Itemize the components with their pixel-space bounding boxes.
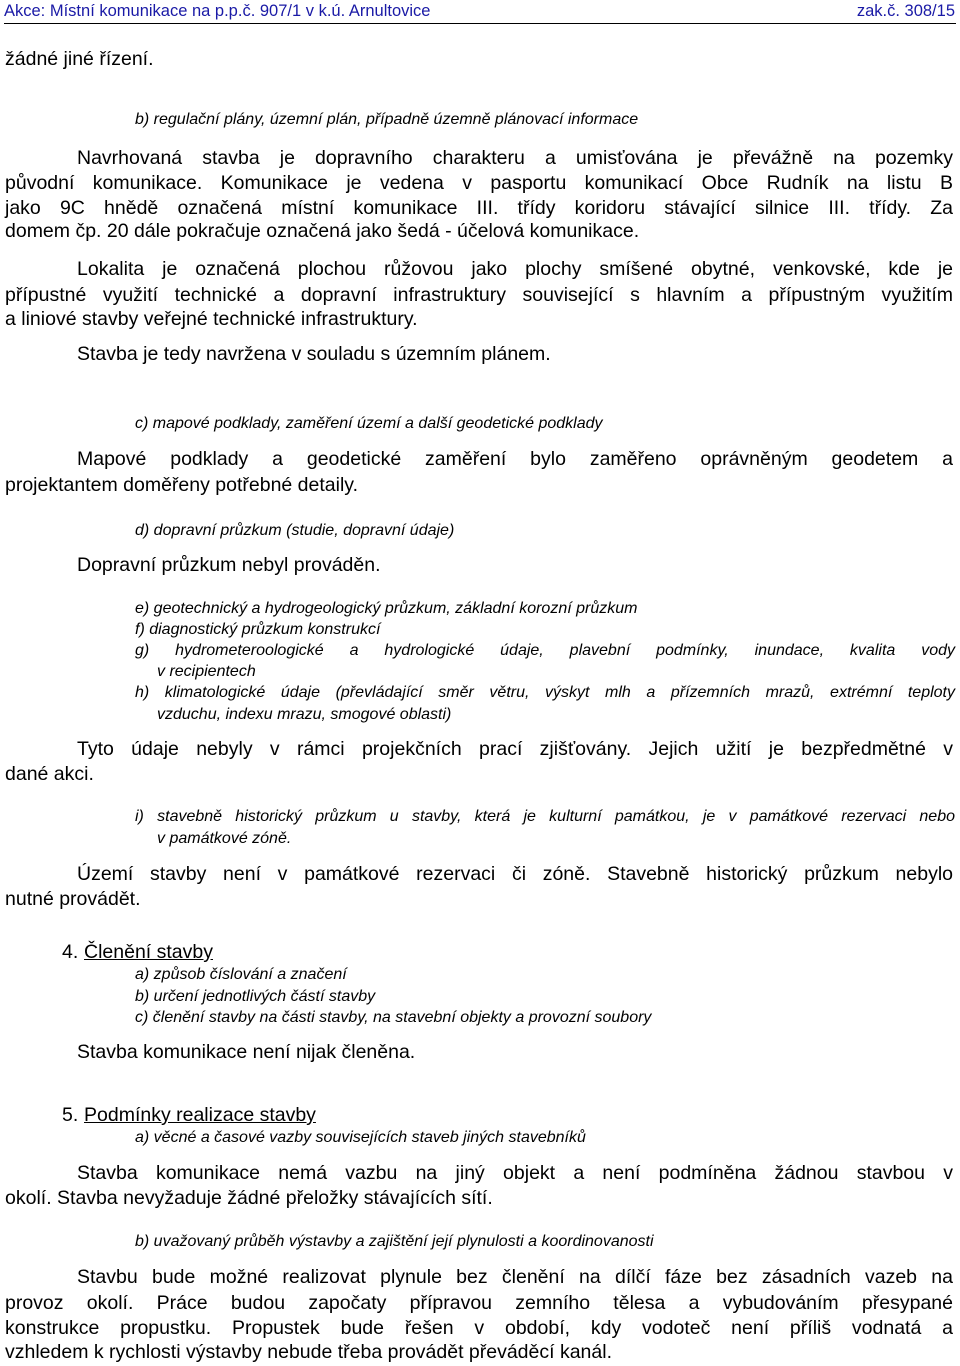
b-p1-line2: původní komunikace. Komunikace je vedena v pasportu komunikací Obce Rudník na listu B — [5, 172, 953, 194]
section-4a: a) způsob číslování a značení — [135, 966, 347, 983]
b-p3: Stavba je tedy navržena v souladu s územním plánem. — [77, 343, 551, 365]
s5-p2-line2: provoz okolí. Práce budou započaty přípravou zemního tělesa a vybudováním přesypané — [5, 1292, 953, 1314]
b-p1-line4: domem čp. 20 dále pokračuje označená jako šedá - účelová komunikace. — [5, 220, 640, 242]
b-p1-line1: Navrhovaná stavba je dopravního charakteru a umisťována je převážně na pozemky — [77, 147, 953, 169]
efgh-p-line2: dané akci. — [5, 763, 94, 785]
section-g-line1: g) hydrometeroologické a hydrologické údaje, plavební podmínky, inundace, kvalita vody — [135, 642, 955, 659]
efgh-p-line1: Tyto údaje nebyly v rámci projekčních prací zjišťovány. Jejich užití je bezpředmětné v — [77, 738, 953, 760]
i-p-line1: Území stavby není v památkové rezervaci či zóně. Stavebně historický průzkum nebylo — [77, 863, 953, 885]
section-4-text: Stavba komunikace není nijak členěna. — [77, 1041, 416, 1063]
section-5-title: Podmínky realizace stavby — [84, 1104, 316, 1126]
s5-p2-line1: Stavbu bude možné realizovat plynule bez členění na dílčí fáze bez zásadních vazeb na — [77, 1266, 953, 1288]
c-p-line1: Mapové podklady a geodetické zaměření bylo zaměřeno oprávněným geodetem a — [77, 448, 953, 470]
section-f-heading: f) diagnostický průzkum konstrukcí — [135, 621, 381, 638]
d-p: Dopravní průzkum nebyl prováděn. — [77, 554, 381, 576]
section-5-number: 5. — [62, 1104, 79, 1126]
s5-p2-line4: vzhledem k rychlosti výstavby nebude třeba provádět převáděcí kanál. — [5, 1341, 612, 1363]
s5-p2-line3: konstrukce propustku. Propustek bude řešen v období, kdy vodoteč není příliš vodnatá a — [5, 1317, 953, 1339]
section-5a: a) věcné a časové vazby souvisejících staveb jiných stavebníků — [135, 1129, 586, 1146]
section-e-heading: e) geotechnický a hydrogeologický průzkum, základní korozní průzkum — [135, 600, 638, 617]
section-g-line2: v recipientech — [157, 663, 256, 680]
header-order-number: zak.č. 308/15 — [856, 2, 955, 20]
section-i-line2: v památkové zóně. — [157, 830, 292, 847]
b-p1-line3: jako 9C hnědě označená místní komunikace III. třídy koridoru stávající silnice III. třídy. Za — [5, 197, 953, 219]
section-h-line1: h) klimatologické údaje (převládající směr větru, výskyt mlh a přízemních mrazů, extrémní teploty — [135, 684, 955, 701]
header-divider — [4, 23, 956, 24]
c-p-line2: projektantem doměřeny potřebné detaily. — [5, 474, 359, 496]
s5-p1-line1: Stavba komunikace nemá vazbu na jiný objekt a není podmíněna žádnou stavbou v — [77, 1162, 953, 1184]
i-p-line2: nutné provádět. — [5, 888, 141, 910]
section-i-line1: i) stavebně historický průzkum u stavby, která je kulturní památkou, je v památkové rezervaci nebo — [135, 808, 955, 825]
section-4b: b) určení jednotlivých částí stavby — [135, 988, 376, 1005]
b-p2-line2: přípustné využití technické a dopravní infrastruktury související s hlavním a přípustným využitím — [5, 284, 953, 306]
b-p2-line3: a liniové stavby veřejné technické infrastruktury. — [5, 308, 418, 330]
section-4c: c) členění stavby na části stavby, na stavební objekty a provozní soubory — [135, 1009, 652, 1026]
section-4-title: Členění stavby — [84, 941, 213, 963]
b-p2-line1: Lokalita je označená plochou růžovou jako plochy smíšené obytné, venkovské, kde je — [77, 258, 953, 280]
section-h-line2: vzduchu, indexu mrazu, smogové oblasti) — [157, 706, 452, 723]
section-5b: b) uvažovaný průběh výstavby a zajištění její plynulosti a koordinovanosti — [135, 1233, 654, 1250]
s5-p1-line2: okolí. Stavba nevyžaduje žádné přeložky stávajících sítí. — [5, 1187, 493, 1209]
section-c-heading: c) mapové podklady, zaměření území a další geodetické podklady — [135, 415, 603, 432]
section-4-number: 4. — [62, 941, 79, 963]
top-line: žádné jiné řízení. — [5, 48, 154, 70]
section-d-heading: d) dopravní průzkum (studie, dopravní údaje) — [135, 522, 455, 539]
header-project: Akce: Místní komunikace na p.p.č. 907/1 v k.ú. Arnultovice — [4, 2, 431, 20]
section-b-heading: b) regulační plány, územní plán, případně územně plánovací informace — [135, 111, 639, 128]
